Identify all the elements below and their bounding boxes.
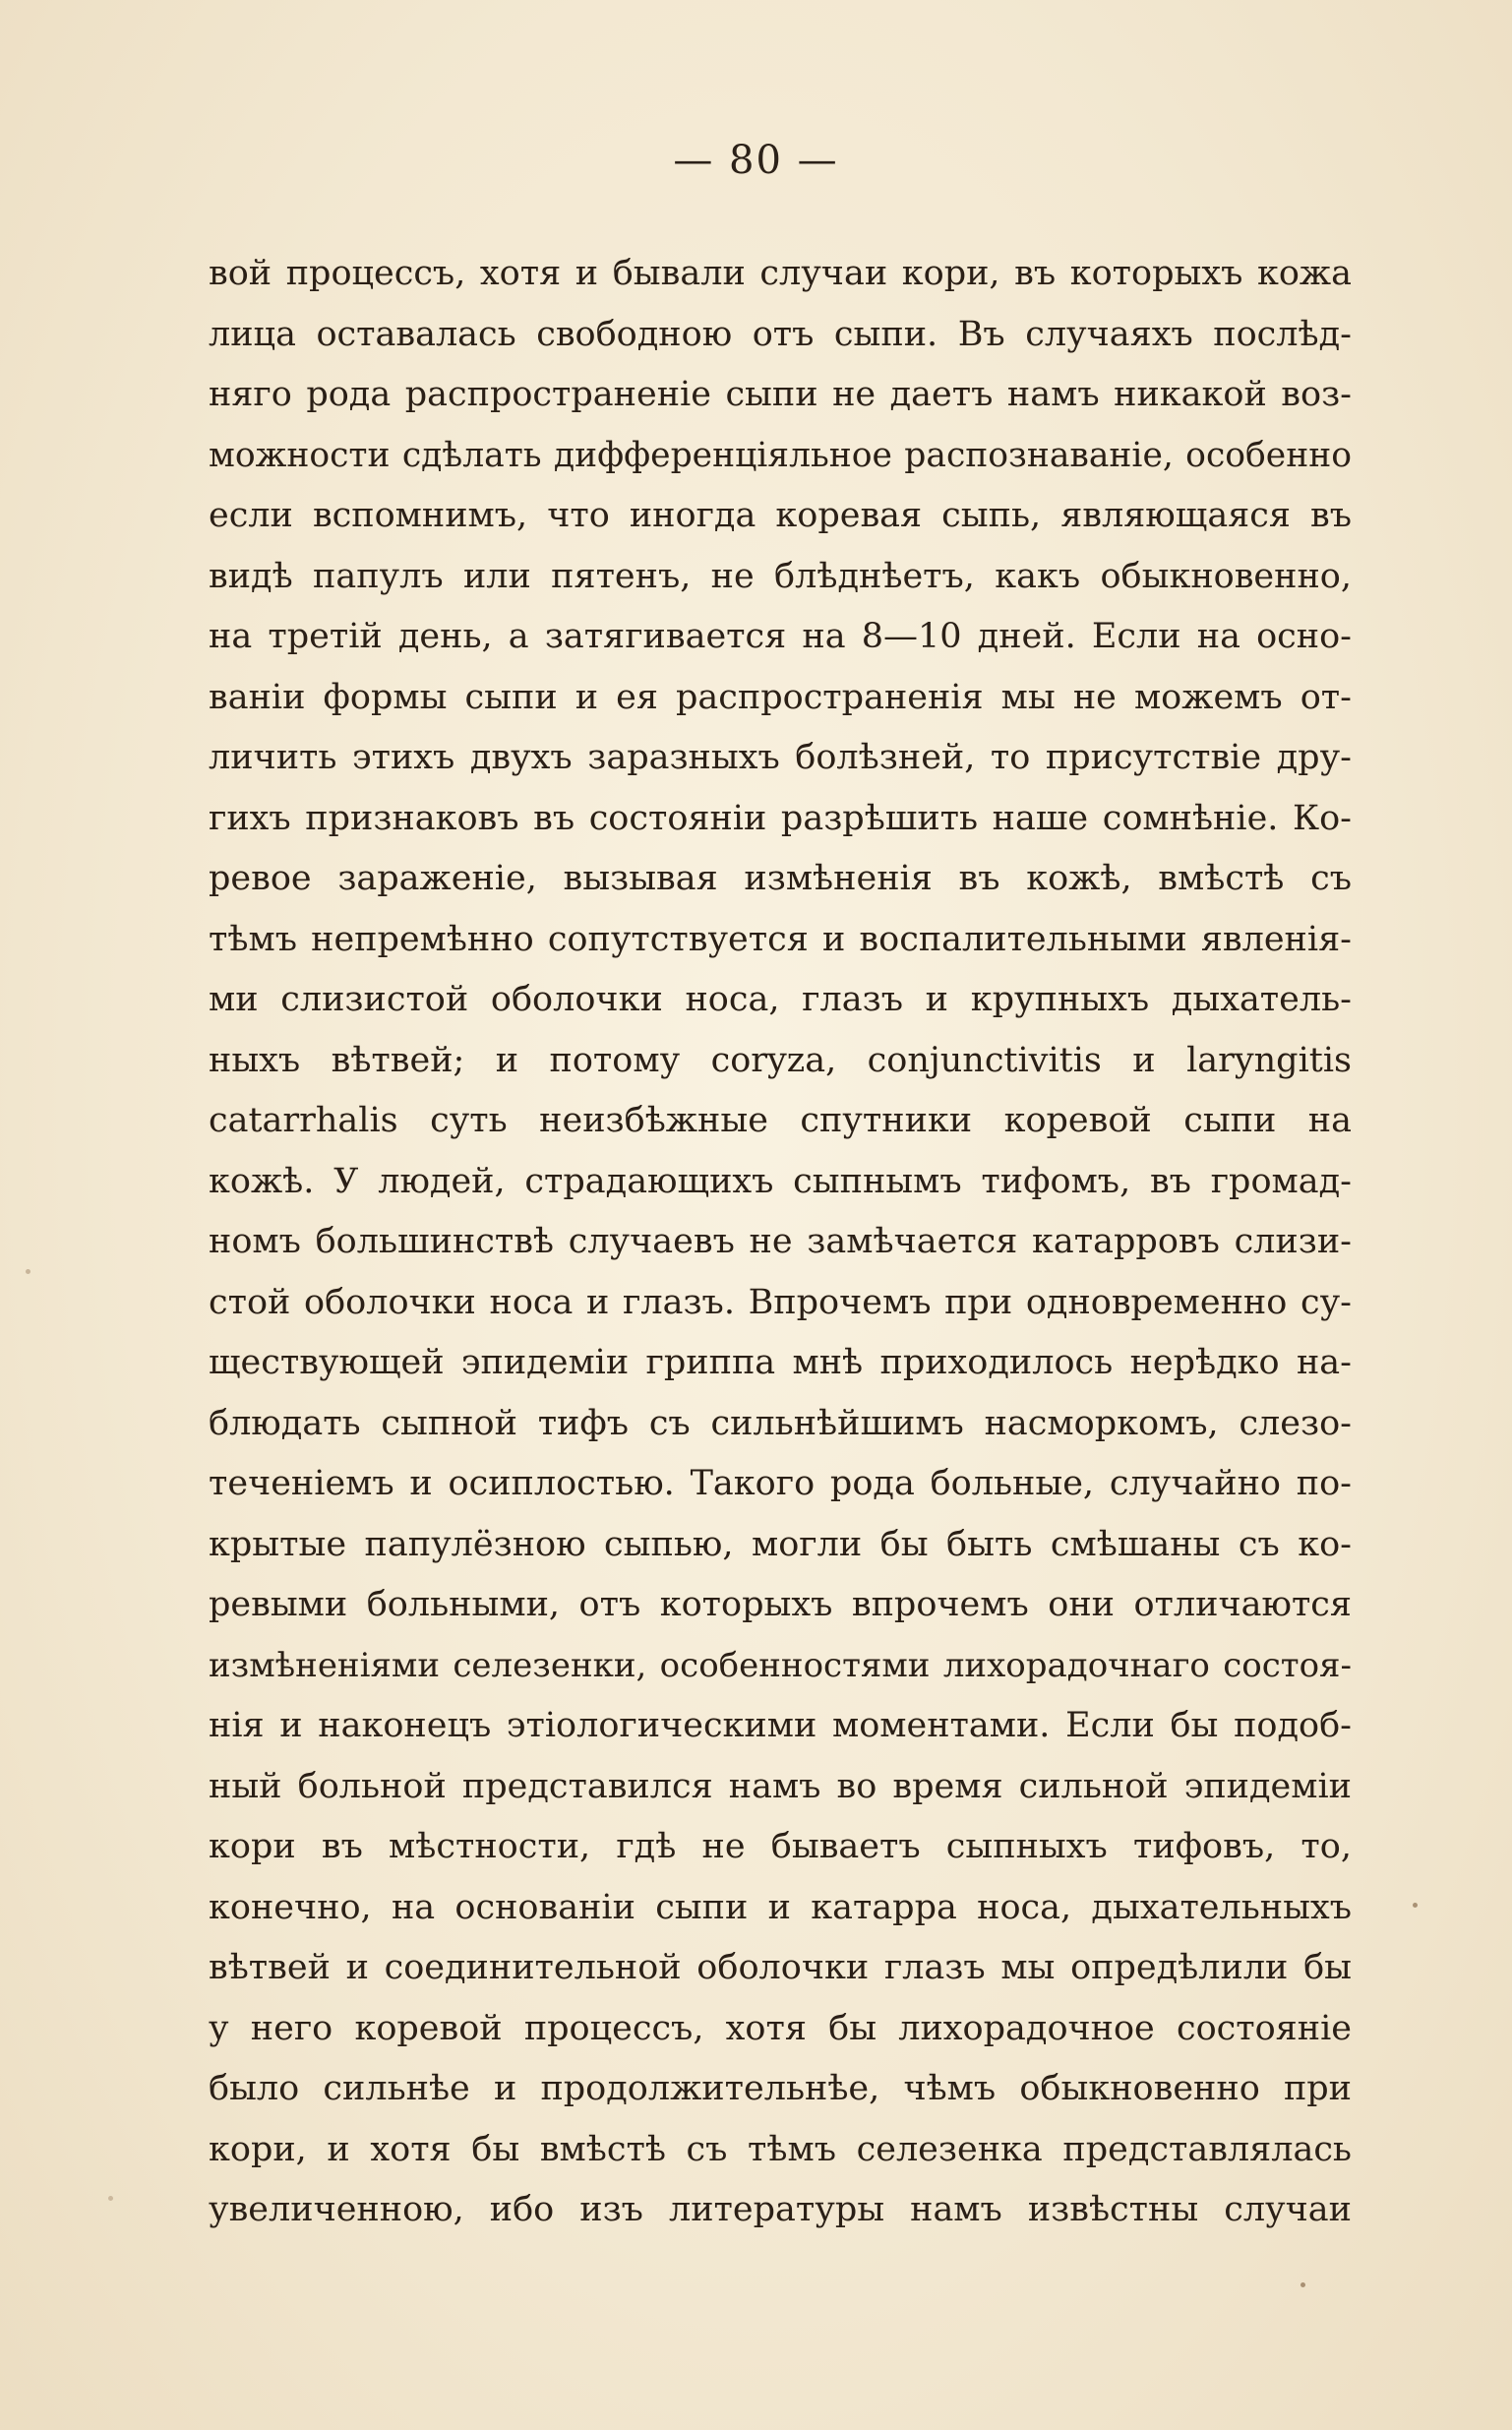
text-line: теченіемъ и осиплостью. Такого рода больные, случайно по- — [209, 1464, 1352, 1503]
text-line: конечно, на основаніи сыпи и катарра носа, дыхательныхъ — [209, 1887, 1352, 1927]
text-line: ществующей эпидеміи гриппа мнѣ приходилось нерѣдко на- — [209, 1343, 1352, 1382]
text-line: нія и наконецъ этіологическими моментами. Если бы подоб- — [209, 1706, 1352, 1745]
text-line: было сильнѣе и продолжительнѣе, чѣмъ обыкновенно при — [209, 2069, 1352, 2108]
text-line: номъ большинствѣ случаевъ не замѣчается катарровъ слизи- — [209, 1222, 1352, 1261]
text-line: вѣтвей и соединительной оболочки глазъ мы опредѣлили бы — [209, 1948, 1352, 1987]
paper-speck — [1413, 1903, 1418, 1908]
text-line: крытые папулёзною сыпью, могли бы быть смѣшаны съ ко- — [209, 1524, 1352, 1564]
text-line: видѣ папулъ или пятенъ, не блѣднѣетъ, какъ обыкновенно, — [209, 556, 1352, 596]
text-line: catarrhalis суть неизбѣжные спутники коревой сыпи на — [209, 1101, 1352, 1140]
text-line: лица оставалась свободною отъ сыпи. Въ случаяхъ послѣд- — [209, 314, 1352, 354]
paper-speck — [1300, 2282, 1305, 2287]
text-line: стой оболочки носа и глазъ. Впрочемъ при одновременно су- — [209, 1282, 1352, 1322]
text-line: ваніи формы сыпи и ея распространенія мы не можемъ от- — [209, 677, 1352, 717]
text-line: на третій день, а затягивается на 8—10 дней. Если на осно- — [209, 617, 1352, 656]
text-line: кожѣ. У людей, страдающихъ сыпнымъ тифомъ, въ громад- — [209, 1161, 1352, 1201]
text-line: вой процессъ, хотя и бывали случаи кори, въ которыхъ кожа — [209, 254, 1352, 293]
text-line: личить этихъ двухъ заразныхъ болѣзней, то присутствіе дру- — [209, 738, 1352, 777]
paper-speck — [108, 2196, 113, 2201]
text-line: увеличенною, ибо изъ литературы намъ извѣстны случаи — [209, 2190, 1352, 2229]
text-line: няго рода распространеніе сыпи не даетъ намъ никакой воз- — [209, 375, 1352, 414]
text-line: измѣненіями селезенки, особенностями лихорадочнаго состоя- — [209, 1645, 1352, 1685]
text-line: если вспомнимъ, что иногда коревая сыпь, являющаяся въ — [209, 496, 1352, 535]
text-line: ми слизистой оболочки носа, глазъ и крупныхъ дыхатель- — [209, 980, 1352, 1019]
text-line: кори, и хотя бы вмѣстѣ съ тѣмъ селезенка представлялась — [209, 2129, 1352, 2169]
text-line: ный больной представился намъ во время сильной эпидеміи — [209, 1766, 1352, 1806]
page-number: — 80 — — [673, 138, 839, 183]
text-line: блюдать сыпной тифъ съ сильнѣйшимъ насморкомъ, слезо- — [209, 1403, 1352, 1443]
text-line: тѣмъ непремѣнно сопутствуется и воспалительными явленія- — [209, 919, 1352, 959]
paper-speck — [26, 1269, 30, 1274]
text-line: у него коревой процессъ, хотя бы лихорадочное состояніе — [209, 2008, 1352, 2048]
text-line: ныхъ вѣтвей; и потому coryza, conjunctivitis и laryngitis — [209, 1040, 1352, 1080]
body-text — [209, 244, 1352, 2241]
text-line: ревое зараженіе, вызывая измѣненія въ кожѣ, вмѣстѣ съ — [209, 859, 1352, 898]
text-line: гихъ признаковъ въ состояніи разрѣшить наше сомнѣніе. Ко- — [209, 798, 1352, 838]
text-line: можности сдѣлать дифференціяльное распознаваніе, особенно — [209, 435, 1352, 475]
text-line: кори въ мѣстности, гдѣ не бываетъ сыпныхъ тифовъ, то, — [209, 1827, 1352, 1866]
text-line: ревыми больными, отъ которыхъ впрочемъ они отличаются — [209, 1585, 1352, 1624]
